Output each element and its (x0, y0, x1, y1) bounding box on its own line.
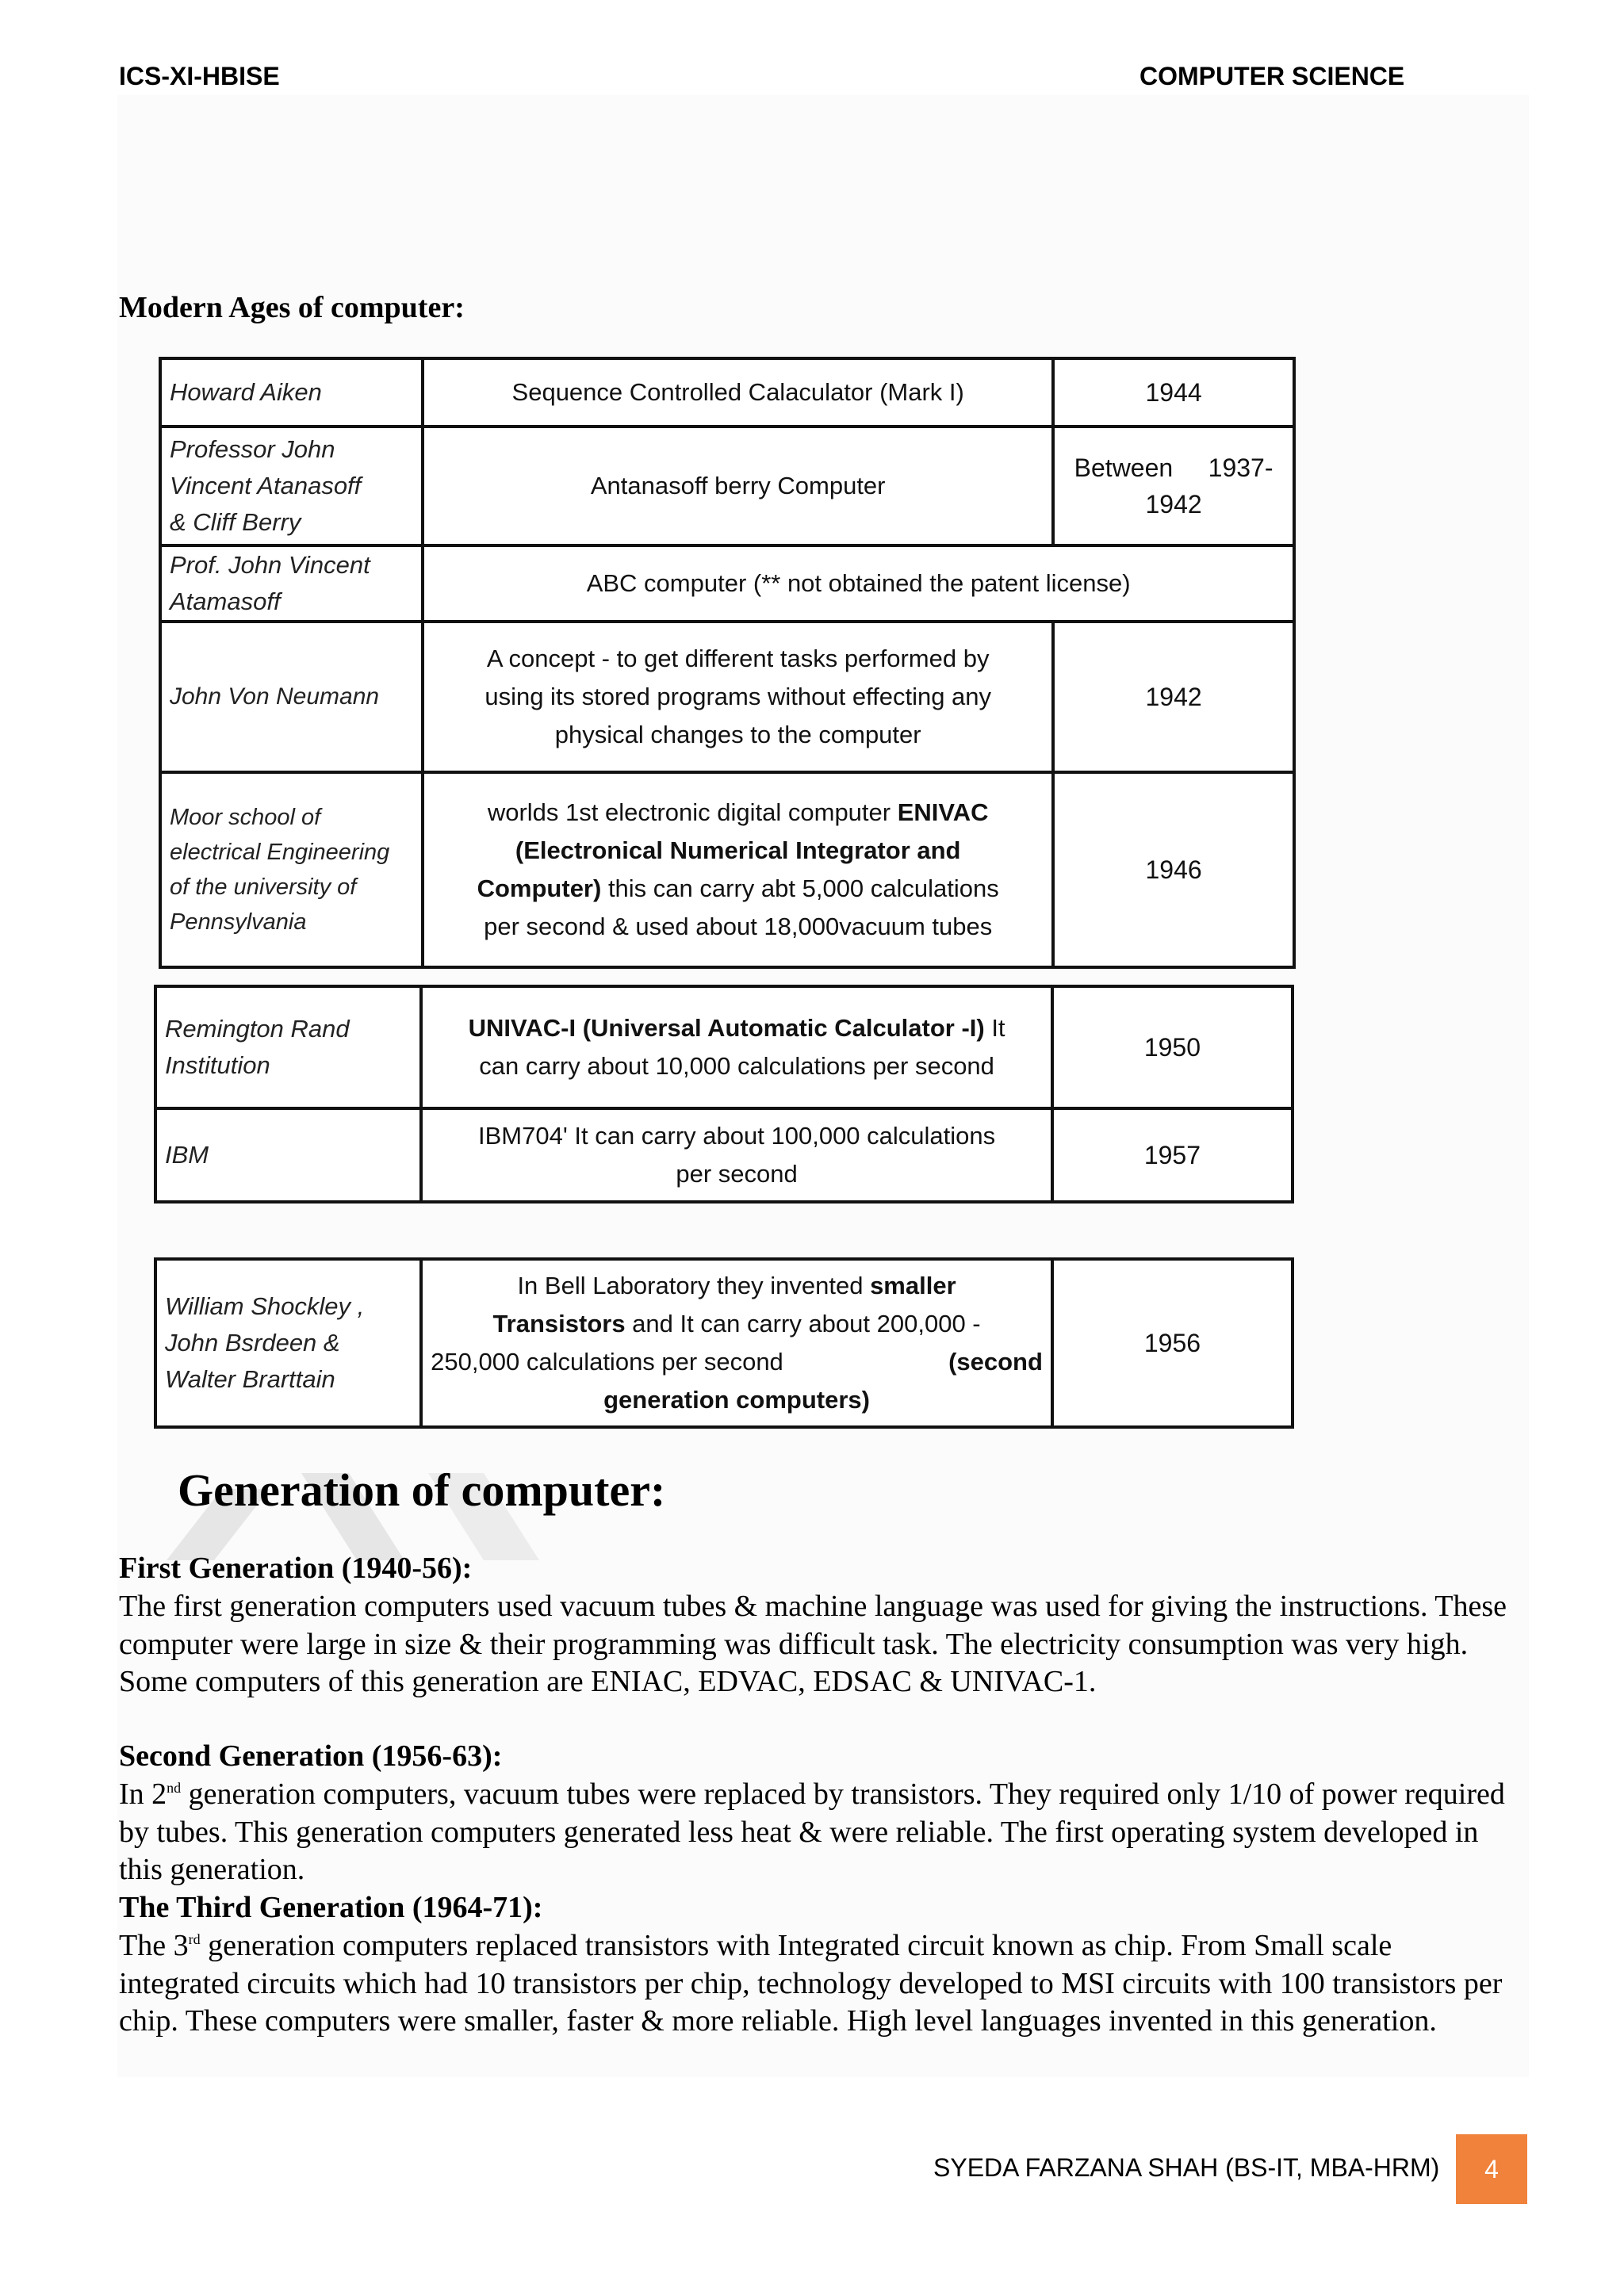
para-prefix: The 3 (119, 1929, 189, 1962)
second-generation-text (119, 1776, 1515, 1889)
invention-line (432, 794, 1044, 832)
inventor-line: Professor John (170, 435, 335, 463)
inventor-line: Prof. John Vincent (170, 551, 370, 579)
year-cell: 1950 (1052, 986, 1293, 1108)
footer-author: SYEDA FARZANA SHAH (BS-IT, MBA-HRM) (933, 2153, 1440, 2182)
invention-line (431, 1267, 1043, 1305)
generation-title: Generation of computer: (178, 1464, 666, 1516)
third-generation-heading: The Third Generation (1964-71): (119, 1891, 543, 1924)
invention-cell (421, 986, 1052, 1108)
inventor-line: Atamasoff (170, 587, 281, 615)
inventor-cell (155, 1259, 421, 1427)
page-number: 4 (1456, 2134, 1527, 2204)
para-superscript: rd (188, 1931, 201, 1947)
year-cell: 1946 (1053, 772, 1294, 967)
para-superscript: nd (167, 1780, 182, 1796)
desc-bold: generation computers) (603, 1386, 870, 1414)
inventor-line: Vincent Atanasoff (170, 472, 362, 499)
inventor-line: John Bsrdeen & (165, 1329, 340, 1357)
inventor-line: electrical Engineering (170, 840, 390, 865)
year-cell: 1942 (1053, 622, 1294, 772)
modern-ages-table-1 (159, 357, 1296, 969)
invention-line: per second (676, 1160, 798, 1188)
inventor-cell (160, 427, 423, 545)
invention-line (431, 1305, 1043, 1343)
third-generation-text (119, 1927, 1515, 2041)
desc-bold: Transistors (492, 1310, 626, 1337)
invention-line: A concept - to get different tasks performed by (486, 645, 990, 672)
year-cell: 1944 (1053, 358, 1294, 427)
invention-line (431, 1009, 1043, 1047)
modern-ages-table-2 (154, 985, 1294, 1203)
first-generation-heading: First Generation (1940-56): (119, 1552, 473, 1585)
invention-line: physical changes to the computer (554, 721, 921, 748)
desc-text: this can carry abt 5,000 calculations (601, 874, 999, 902)
inventor-line: Moor school of (170, 805, 321, 830)
invention-line: can carry about 10,000 calculations per second (479, 1052, 994, 1080)
invention-line: using its stored programs without effecting any (485, 683, 992, 710)
inventor-cell: Howard Aiken (160, 358, 423, 427)
desc-text: It (984, 1014, 1005, 1042)
inventor-line: & Cliff Berry (170, 508, 301, 536)
invention-cell: Antanasoff berry Computer (423, 427, 1053, 545)
year-cell (1053, 427, 1294, 545)
table-row (160, 622, 1294, 772)
table-row (155, 986, 1293, 1108)
desc-text: worlds 1st electronic digital computer (487, 798, 898, 826)
modern-ages-title: Modern Ages of computer: (119, 291, 465, 324)
year-cell: 1956 (1052, 1259, 1293, 1427)
desc-bold: (second (948, 1348, 1043, 1376)
para-body: generation computers, vacuum tubes were replaced by transistors. They required only 1/10 of power required by tubes. This generation computers generated less heat & were reliable. The first operating system developed in this generation. (119, 1777, 1505, 1886)
invention-cell (421, 1108, 1052, 1202)
desc-text: 250,000 calculations per second (431, 1348, 783, 1376)
desc-bold: (Electronical Numerical Integrator and (515, 836, 961, 864)
first-generation-text: The first generation computers used vacuum tubes & machine language was used for giving the instructions. These computer were large in size & their programming was difficult task. The electricity consumption was very high. Some computers of this generation are ENIAC, EDVAC, EDSAC & UNIVAC-1. (119, 1590, 1507, 1698)
invention-line (431, 1343, 1043, 1381)
para-prefix: In 2 (119, 1777, 167, 1811)
invention-line (432, 870, 1044, 908)
inventor-cell (155, 986, 421, 1108)
inventor-cell: John Von Neumann (160, 622, 423, 772)
inventor-line: of the university of (170, 874, 357, 900)
second-generation-heading: Second Generation (1956-63): (119, 1739, 503, 1773)
invention-cell (423, 772, 1053, 967)
invention-line (432, 832, 1044, 870)
year-cell: 1957 (1052, 1108, 1293, 1202)
inventor-line: Walter Brarttain (165, 1365, 335, 1393)
inventor-cell (160, 545, 423, 622)
invention-cell: Sequence Controlled Calaculator (Mark I) (423, 358, 1053, 427)
table-row (160, 427, 1294, 545)
header-left: ICS-XI-HBISE (119, 62, 280, 90)
inventor-line: Institution (165, 1051, 270, 1079)
desc-text: and It can carry about 200,000 - (625, 1310, 981, 1337)
inventor-line: Pennsylvania (170, 909, 307, 935)
year-line: 1942 (1145, 490, 1202, 519)
modern-ages-table-3 (154, 1257, 1294, 1429)
invention-line: IBM704' It can carry about 100,000 calculations (478, 1122, 996, 1150)
invention-line: per second & used about 18,000vacuum tubes (484, 913, 993, 940)
desc-bold: Computer) (477, 874, 602, 902)
inventor-cell (160, 772, 423, 967)
invention-line (431, 1381, 1043, 1419)
desc-bold: ENIVAC (897, 798, 989, 826)
table-row (160, 545, 1294, 622)
table-row (160, 772, 1294, 967)
invention-cell (421, 1259, 1052, 1427)
desc-bold: UNIVAC-I (Universal Automatic Calculator -I) (468, 1014, 985, 1042)
header-right: COMPUTER SCIENCE (1139, 62, 1405, 90)
desc-text: In Bell Laboratory they invented (517, 1272, 871, 1299)
invention-cell (423, 622, 1053, 772)
invention-cell: ABC computer (** not obtained the patent license) (423, 545, 1294, 622)
table-row (160, 358, 1294, 427)
table-row (155, 1108, 1293, 1202)
inventor-line: Remington Rand (165, 1015, 350, 1043)
table-row (155, 1259, 1293, 1427)
year-line: Between 1937- (1074, 453, 1274, 482)
desc-bold: smaller (870, 1272, 956, 1299)
inventor-line: William Shockley , (165, 1292, 365, 1320)
para-body: generation computers replaced transistors with Integrated circuit known as chip. From Small scale integrated circuits which had 10 transistors per chip, technology developed to MSI circuits with 100 transistors per chip. These computers were smaller, faster & more reliable. High level languages invented in this generation. (119, 1929, 1503, 2038)
inventor-cell: IBM (155, 1108, 421, 1202)
